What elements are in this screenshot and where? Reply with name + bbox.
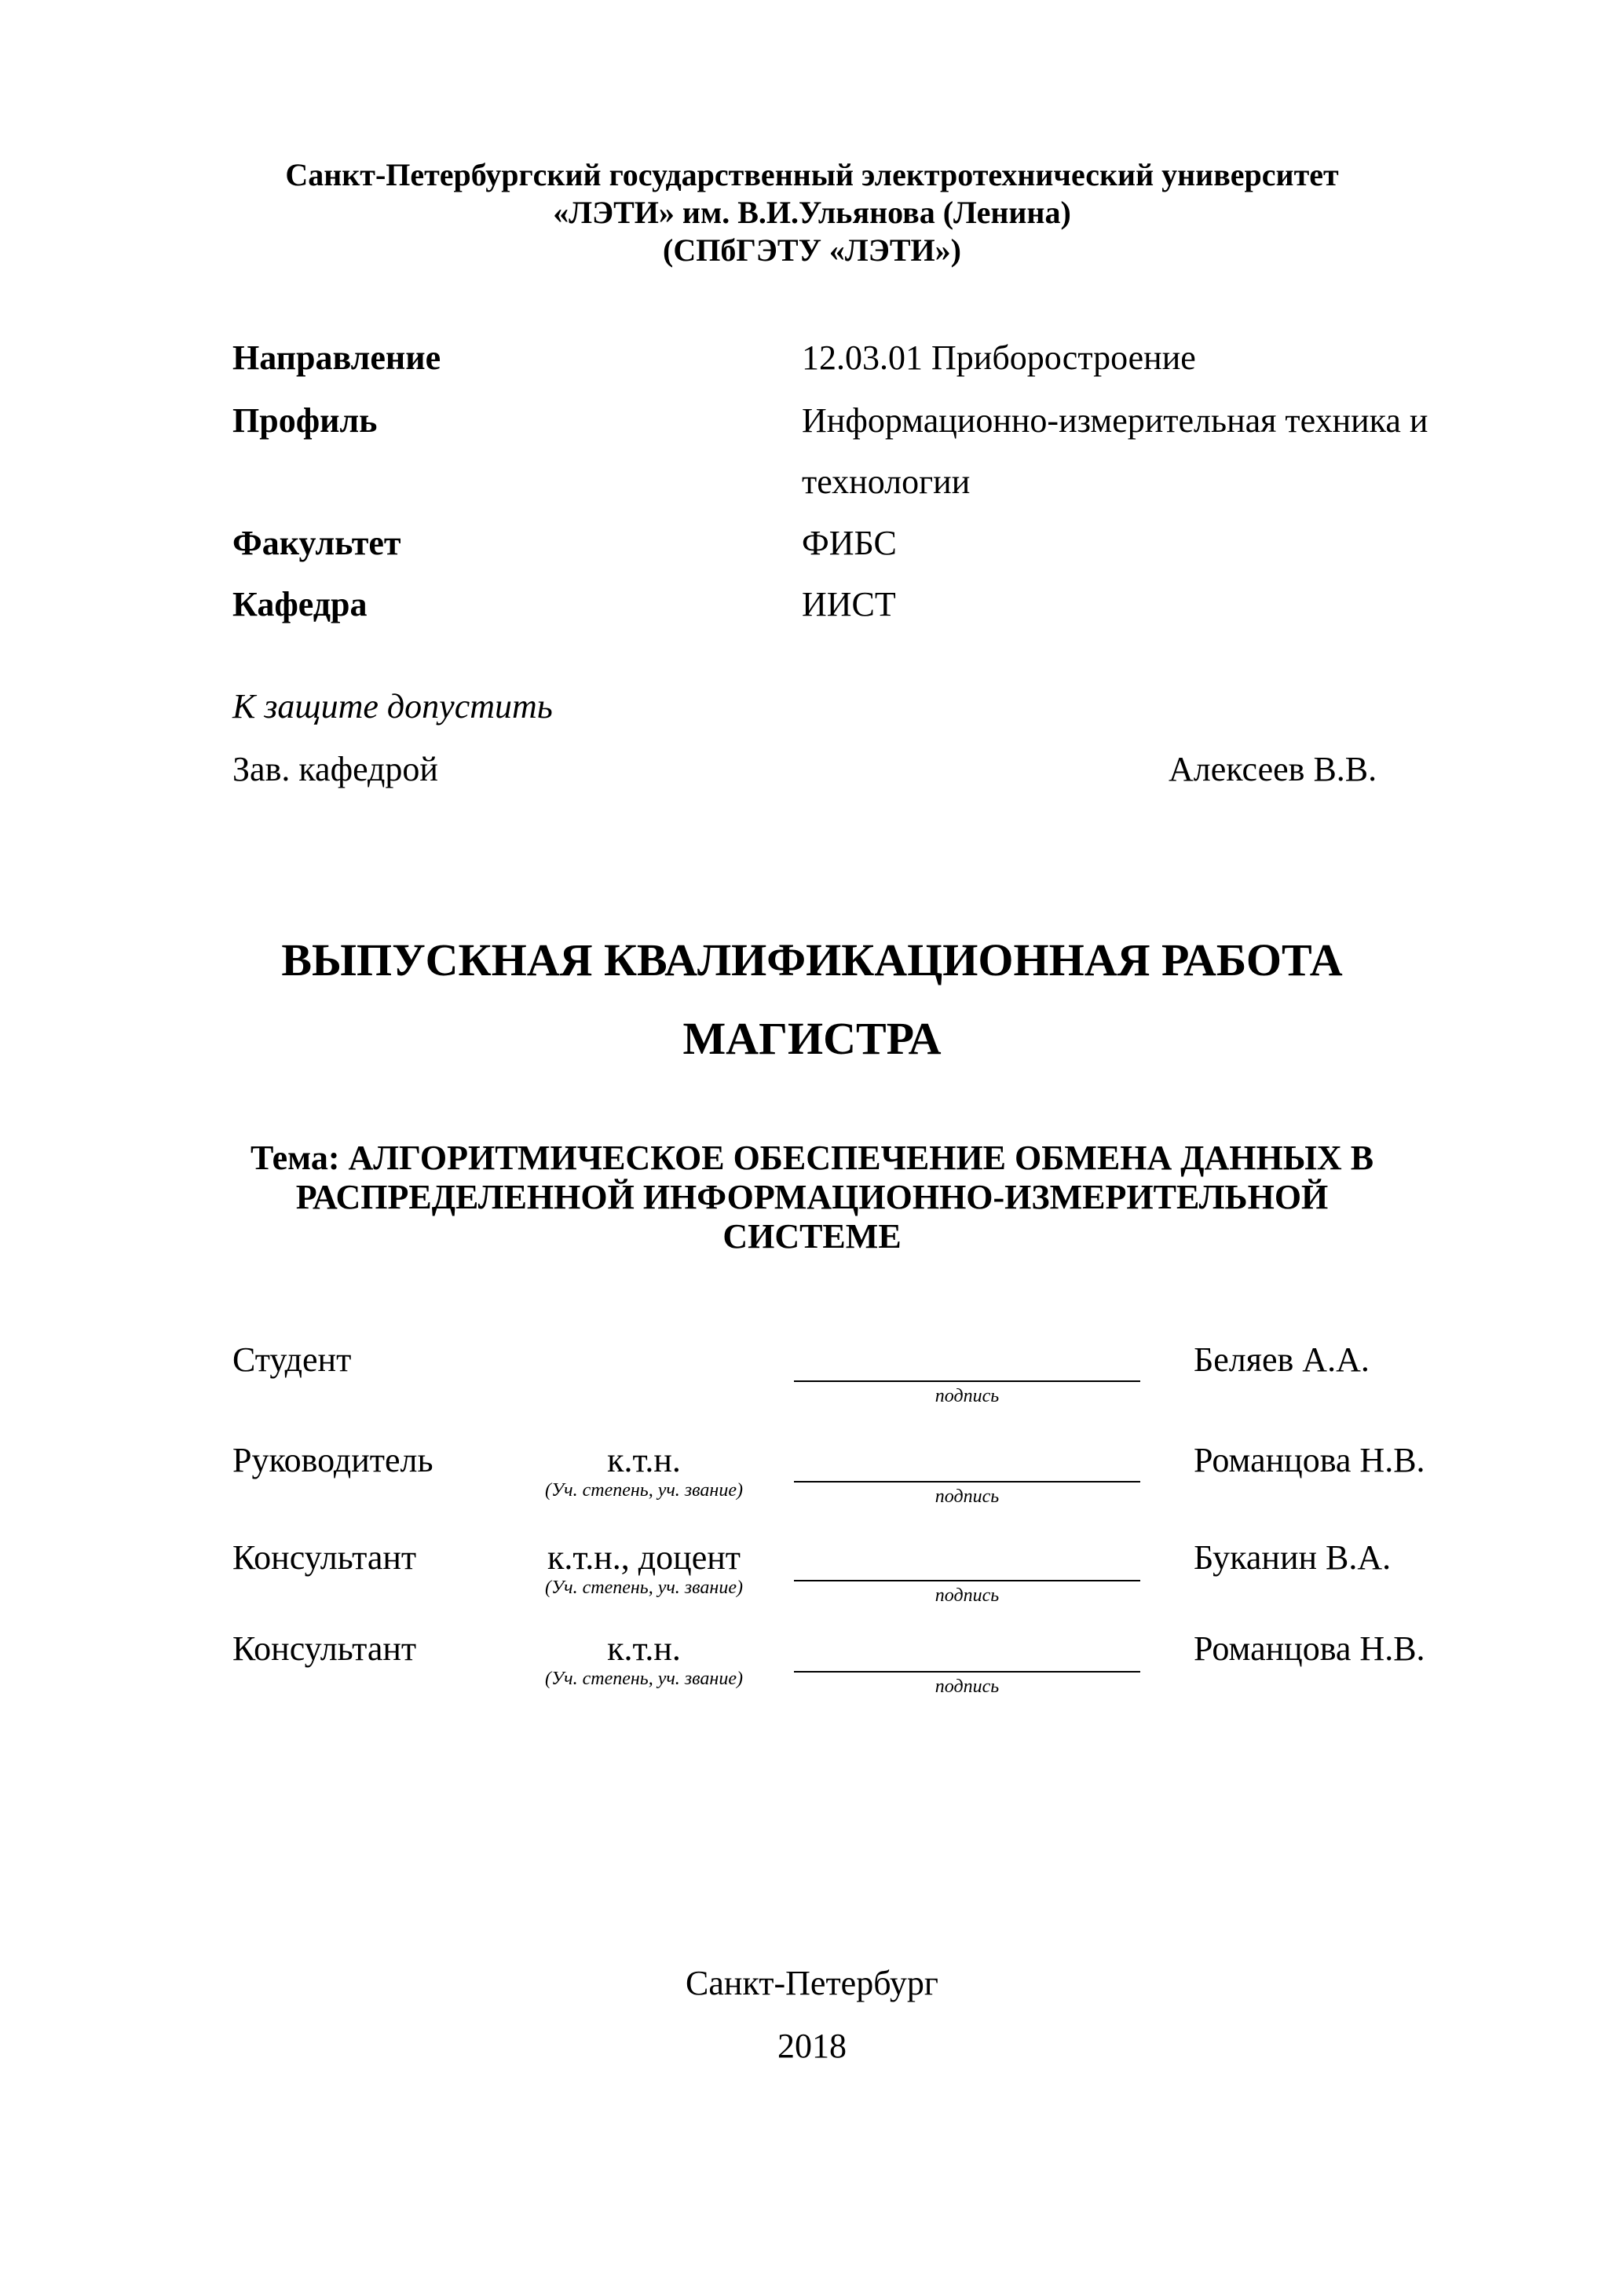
faculty-value: ФИБС xyxy=(802,524,897,562)
profile-label: Профиль xyxy=(232,401,378,440)
head-of-department-name: Алексеев В.В. xyxy=(1169,750,1377,788)
head-of-department-label: Зав. кафедрой xyxy=(232,750,438,788)
consultant2-name: Романцова Н.В. xyxy=(1194,1629,1425,1668)
consultant2-degree-caption: (Уч. степень, уч. звание) xyxy=(545,1669,743,1689)
department-value: ИИСТ xyxy=(802,585,896,623)
consultant2-degree: к.т.н. xyxy=(607,1629,681,1668)
consultant1-signature-caption: подпись xyxy=(935,1585,1000,1606)
supervisor-degree: к.т.н. xyxy=(607,1441,681,1479)
university-name: Санкт-Петербургский государственный электротехнический университет xyxy=(285,157,1339,192)
university-abbreviation: (СПбГЭТУ «ЛЭТИ») xyxy=(663,232,961,268)
student-signature-caption: подпись xyxy=(935,1386,1000,1406)
consultant1-name: Буканин В.А. xyxy=(1194,1538,1392,1577)
student-signature-line xyxy=(794,1380,1140,1382)
direction-value: 12.03.01 Приборостроение xyxy=(802,338,1196,377)
student-role: Студент xyxy=(232,1340,352,1379)
admission-note: К защите допустить xyxy=(232,687,553,726)
consultant2-role: Консультант xyxy=(232,1629,417,1668)
consultant1-degree-caption: (Уч. степень, уч. звание) xyxy=(545,1578,743,1598)
supervisor-name: Романцова Н.В. xyxy=(1194,1441,1425,1479)
consultant1-degree: к.т.н., доцент xyxy=(547,1538,741,1577)
profile-value-line2: технологии xyxy=(802,462,971,501)
topic-line1: Тема: АЛГОРИТМИЧЕСКОЕ ОБЕСПЕЧЕНИЕ ОБМЕНА ДАННЫХ В xyxy=(250,1139,1374,1177)
student-name: Беляев А.А. xyxy=(1194,1340,1370,1379)
supervisor-signature-caption: подпись xyxy=(935,1486,1000,1507)
document-title-line2: МАГИСТРА xyxy=(682,1013,942,1064)
footer-city: Санкт-Петербург xyxy=(686,1964,938,2002)
topic-line2: РАСПРЕДЕЛЕННОЙ ИНФОРМАЦИОННО-ИЗМЕРИТЕЛЬНОЙ xyxy=(295,1178,1329,1216)
consultant1-role: Консультант xyxy=(232,1538,417,1577)
profile-value-line1: Информационно-измерительная техника и xyxy=(802,401,1428,440)
university-short-name: «ЛЭТИ» им. В.И.Ульянова (Ленина) xyxy=(553,195,1071,230)
topic-line3: СИСТЕМЕ xyxy=(722,1217,902,1256)
faculty-label: Факультет xyxy=(232,524,401,562)
department-label: Кафедра xyxy=(232,585,368,623)
document-title: ВЫПУСКНАЯ КВАЛИФИКАЦИОННАЯ РАБОТА xyxy=(281,934,1343,985)
supervisor-role: Руководитель xyxy=(232,1441,433,1479)
consultant1-signature-line xyxy=(794,1580,1140,1581)
supervisor-signature-line xyxy=(794,1481,1140,1483)
footer-year: 2018 xyxy=(777,2027,847,2065)
supervisor-degree-caption: (Уч. степень, уч. звание) xyxy=(545,1480,743,1501)
direction-label: Направление xyxy=(232,338,441,377)
consultant2-signature-caption: подпись xyxy=(935,1676,1000,1697)
consultant2-signature-line xyxy=(794,1671,1140,1673)
